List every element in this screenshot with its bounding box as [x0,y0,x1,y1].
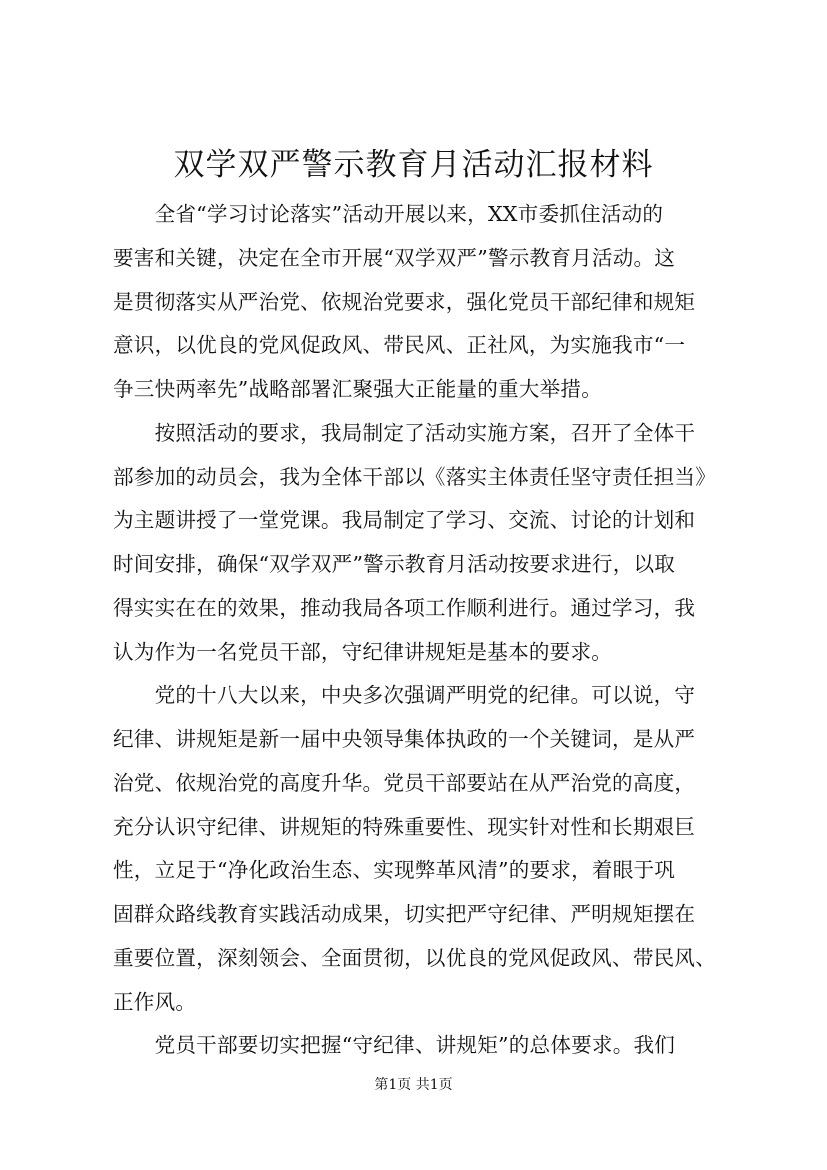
body-line: 党员干部要切实把握“守纪律、讲规矩”的总体要求。我们 [113,1033,676,1058]
body-line: 争三快两率先”战略部署汇聚强大正能量的重大举措。 [113,377,602,401]
body-line: 正作风。 [113,989,197,1014]
body-line: 意识，以优良的党风促政风、带民风、正社风，为实施我市“一 [113,333,686,358]
document-body [113,193,717,1068]
body-line: 党的十八大以来，中央多次强调严明党的纪律。可以说，守 [113,683,696,708]
body-line: 部参加的动员会，我为全体干部以《落实主体责任坚守责任担当》 [113,464,717,489]
page-footer: 第1页 共1页 [374,1077,453,1093]
body-line: 固群众路线教育实践活动成果，切实把严守纪律、严明规矩摆在 [113,902,696,926]
body-line: 按照活动的要求，我局制定了活动实施方案，召开了全体干 [113,420,696,445]
body-line: 认为作为一名党员干部，守纪律讲规矩是基本的要求。 [113,639,613,664]
body-line: 全省“学习讨论落实”活动开展以来，XX市委抓住活动的 [113,202,664,226]
body-line: 治党、依规治党的高度升华。党员干部要站在从严治党的高度， [113,770,696,795]
body-line: 是贯彻落实从严治党、依规治党要求，强化党员干部纪律和规矩 [113,289,696,314]
body-line: 性，立足于“净化政治生态、实现弊革风清”的要求，着眼于巩 [113,858,676,883]
body-line: 得实实在在的效果，推动我局各项工作顺利进行。通过学习，我 [113,595,696,620]
body-line: 为主题讲授了一堂党课。我局制定了学习、交流、讨论的计划和 [113,508,696,533]
body-line: 充分认识守纪律、讲规矩的特殊重要性、现实针对性和长期艰巨 [113,814,696,839]
body-line: 要害和关键，决定在全市开展“双学双严”警示教育月活动。这 [113,245,676,270]
body-line: 时间安排，确保“双学双严”警示教育月活动按要求进行，以取 [113,552,676,576]
document-title: 双学双严警示教育月活动汇报材料 [173,147,654,183]
body-line: 重要位置，深刻领会、全面贯彻，以优良的党风促政风、带民风、 [113,945,717,970]
body-line: 纪律、讲规矩是新一届中央领导集体执政的一个关键词，是从严 [113,727,696,751]
